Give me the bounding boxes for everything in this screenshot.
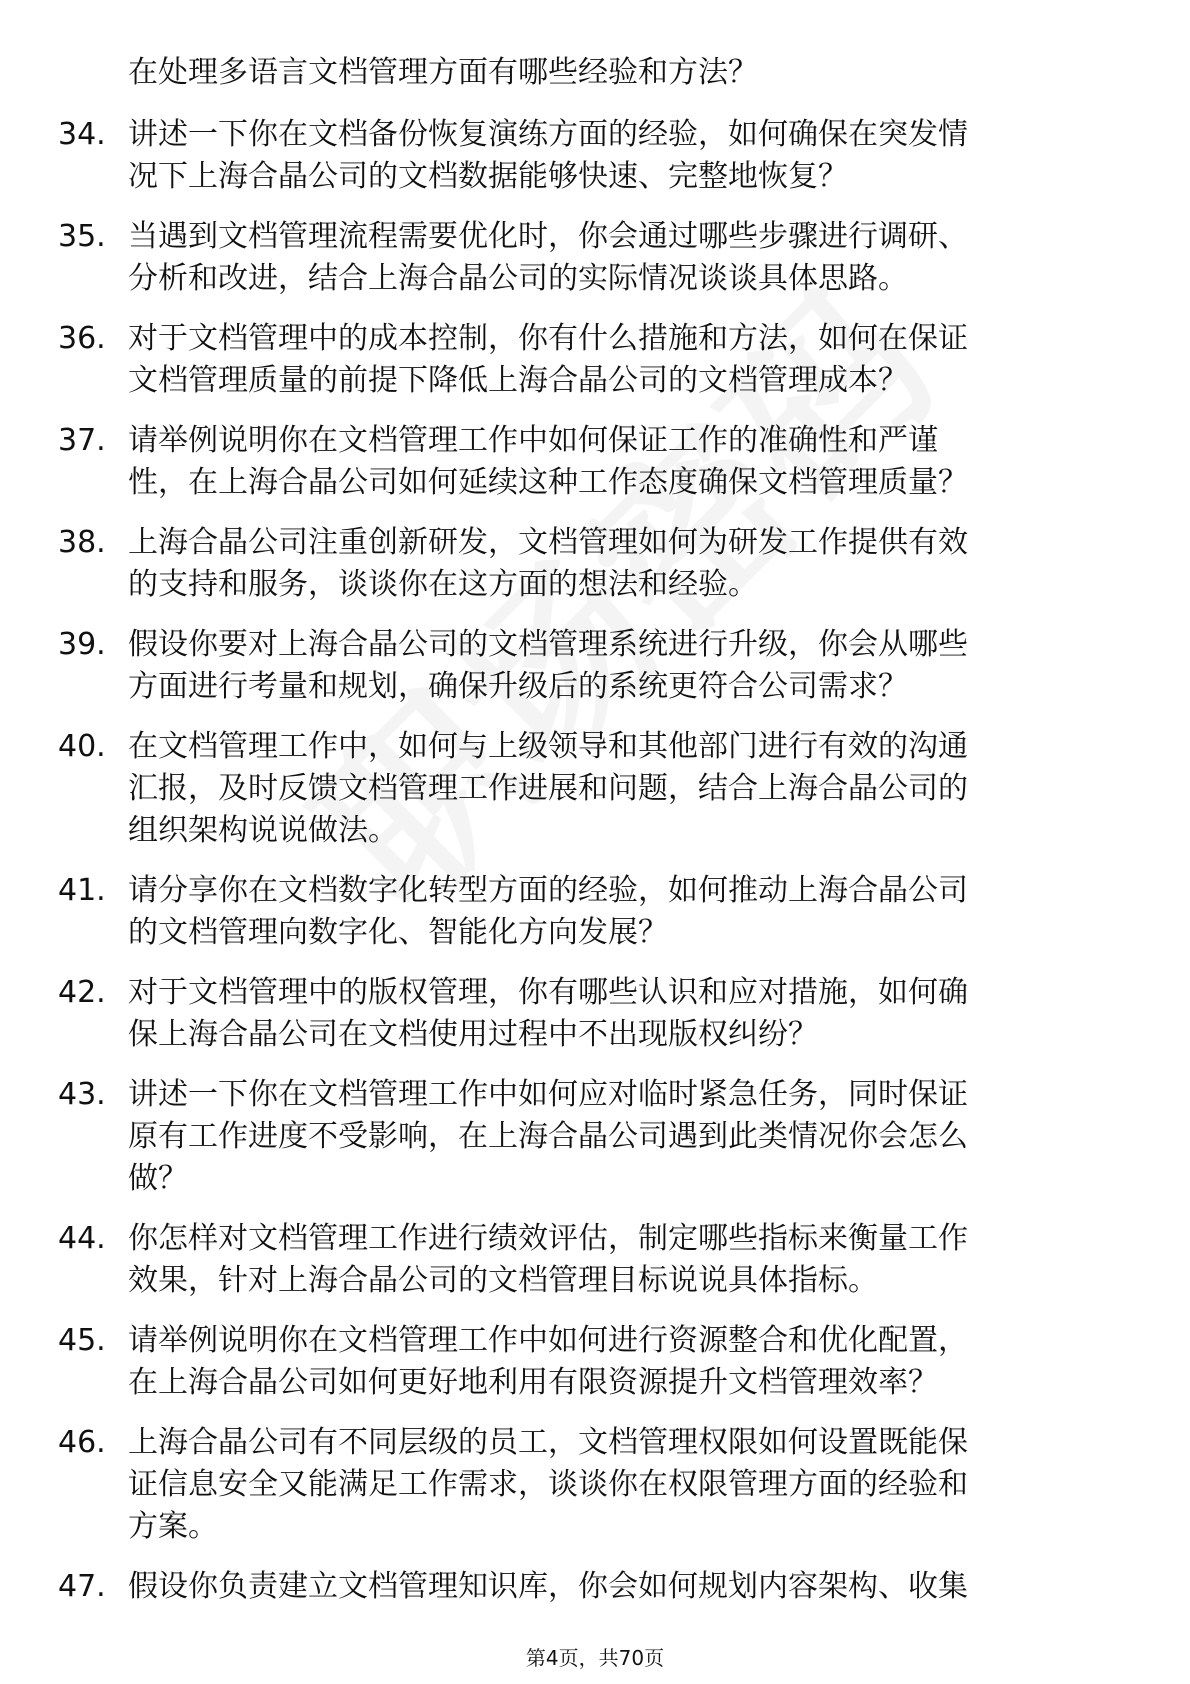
question-number: 47. (58, 1569, 106, 1604)
question-text-line: 对于文档管理中的版权管理，你有哪些认识和应对措施，如何确 (128, 975, 968, 1010)
question-text-line: 假设你负责建立文档管理知识库，你会如何规划内容架构、收集 (128, 1569, 968, 1604)
page-number: 第4页，共70页 (525, 1646, 665, 1670)
question-item (58, 1566, 1138, 1608)
question-number: 40. (58, 729, 106, 764)
question-number: 46. (58, 1425, 106, 1460)
question-item (58, 420, 1138, 504)
question-text-line: 的支持和服务，谈谈你在这方面的想法和经验。 (128, 567, 758, 602)
question-text-line: 做？ (128, 1161, 188, 1196)
question-text-line: 上海合晶公司有不同层级的员工，文档管理权限如何设置既能保 (128, 1425, 968, 1460)
question-item (58, 114, 1138, 198)
question-item (58, 318, 1138, 402)
question-text-line: 在文档管理工作中，如何与上级领导和其他部门进行有效的沟通 (128, 729, 968, 764)
question-text-line: 组织架构说说做法。 (128, 813, 398, 848)
question-item (58, 1218, 1138, 1302)
question-text-line: 当遇到文档管理流程需要优化时，你会通过哪些步骤进行调研、 (128, 219, 968, 254)
question-text-line: 在上海合晶公司如何更好地利用有限资源提升文档管理效率？ (128, 1365, 938, 1400)
question-text (128, 1320, 1138, 1404)
question-item (58, 216, 1138, 300)
question-text (128, 114, 1138, 198)
question-text-line: 证信息安全又能满足工作需求，谈谈你在权限管理方面的经验和 (128, 1467, 968, 1502)
question-item (58, 1422, 1138, 1548)
question-item (58, 726, 1138, 852)
question-number: 37. (58, 423, 106, 458)
question-number: 42. (58, 975, 106, 1010)
question-text-line: 的文档管理向数字化、智能化方向发展？ (128, 915, 668, 950)
question-text-line: 原有工作进度不受影响，在上海合晶公司遇到此类情况你会怎么 (128, 1119, 968, 1154)
question-text-line: 分析和改进，结合上海合晶公司的实际情况谈谈具体思路。 (128, 261, 908, 296)
question-text-line: 对于文档管理中的成本控制，你有什么措施和方法，如何在保证 (128, 321, 968, 356)
question-text (128, 972, 1138, 1056)
question-item (58, 522, 1138, 606)
question-text (128, 1566, 1138, 1608)
question-text-line: 上海合晶公司注重创新研发，文档管理如何为研发工作提供有效 (128, 525, 968, 560)
question-number: 35. (58, 219, 106, 254)
question-text-line: 文档管理质量的前提下降低上海合晶公司的文档管理成本？ (128, 363, 908, 398)
question-text-line: 讲述一下你在文档备份恢复演练方面的经验，如何确保在突发情 (128, 117, 968, 152)
question-text (128, 1218, 1138, 1302)
question-text (128, 522, 1138, 606)
question-item (58, 1074, 1138, 1200)
question-item (58, 972, 1138, 1056)
question-text-line: 保上海合晶公司在文档使用过程中不出现版权纠纷？ (128, 1017, 818, 1052)
question-text-line: 况下上海合晶公司的文档数据能够快速、完整地恢复？ (128, 159, 848, 194)
question-text-line: 假设你要对上海合晶公司的文档管理系统进行升级，你会从哪些 (128, 627, 968, 662)
question-number: 45. (58, 1323, 106, 1358)
question-number: 44. (58, 1221, 106, 1256)
question-text (128, 216, 1138, 300)
question-text-line: 你怎样对文档管理工作进行绩效评估，制定哪些指标来衡量工作 (128, 1221, 968, 1256)
question-number: 36. (58, 321, 106, 356)
question-text-line: 方案。 (128, 1509, 218, 1544)
question-text-line: 请举例说明你在文档管理工作中如何进行资源整合和优化配置， (128, 1323, 968, 1358)
question-text (128, 870, 1138, 954)
question-text-line: 效果，针对上海合晶公司的文档管理目标说说具体指标。 (128, 1263, 878, 1298)
question-text-line: 请分享你在文档数字化转型方面的经验，如何推动上海合晶公司 (128, 873, 968, 908)
question-number: 43. (58, 1077, 106, 1112)
question-list (58, 114, 1138, 1626)
question-text (128, 318, 1138, 402)
question-text (128, 420, 1138, 504)
question-number: 38. (58, 525, 106, 560)
question-number: 34. (58, 117, 106, 152)
question-item (58, 870, 1138, 954)
question-item (58, 624, 1138, 708)
continued-question-text: 在处理多语言文档管理方面有哪些经验和方法？ (128, 55, 758, 90)
question-number: 41. (58, 873, 106, 908)
question-text (128, 726, 1138, 852)
question-item (58, 1320, 1138, 1404)
question-text-line: 性，在上海合晶公司如何延续这种工作态度确保文档管理质量？ (128, 465, 968, 500)
question-text (128, 624, 1138, 708)
question-text-line: 讲述一下你在文档管理工作中如何应对临时紧急任务，同时保证 (128, 1077, 968, 1112)
question-text (128, 1074, 1138, 1200)
question-text-line: 汇报，及时反馈文档管理工作进展和问题，结合上海合晶公司的 (128, 771, 968, 806)
question-text-line: 方面进行考量和规划，确保升级后的系统更符合公司需求？ (128, 669, 908, 704)
question-text (128, 1422, 1138, 1548)
question-number: 39. (58, 627, 106, 662)
question-text-line: 请举例说明你在文档管理工作中如何保证工作的准确性和严谨 (128, 423, 938, 458)
